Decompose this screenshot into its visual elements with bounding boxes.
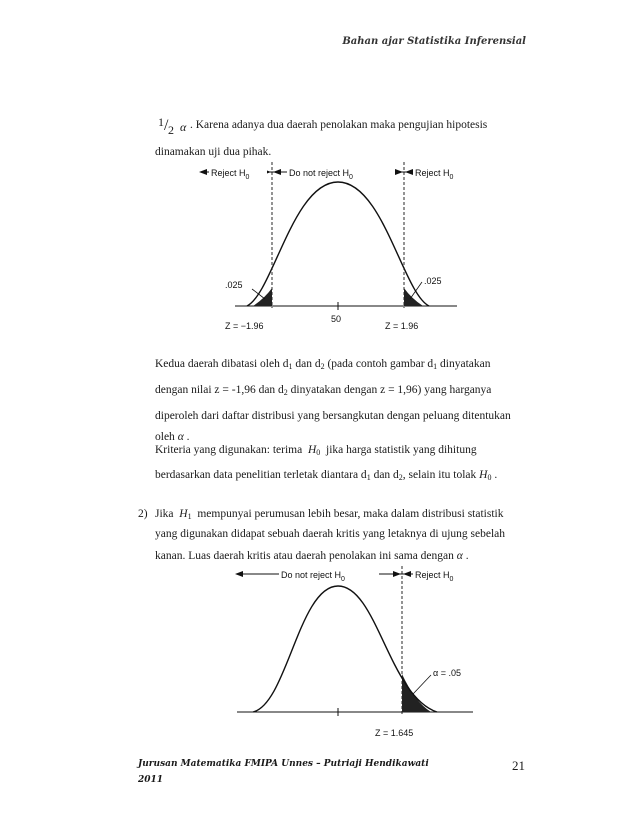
do-not-reject-label: Do not reject $H_0$ [289,168,353,181]
fraction-slash: / [164,117,169,134]
footer [138,756,429,788]
reject-left-label: Reject $H_0$ [211,168,250,181]
reject-label-2: Reject $H_0$ [415,570,454,583]
criteria-line-1: Kriteria yang digunakan: terima $H_0$ jika harga statistik yang dihitung [155,444,477,457]
footer-line-1: Jurusan Matematika FMIPA Unnes – Putriaji Hendikawati [138,759,429,769]
fraction-numerator: 1 [158,115,164,129]
intro-line-1: . Karena adanya dua daerah penolakan maka pengujian hipotesis [190,119,488,131]
z-critical-label: Z = 1.645 [375,728,414,738]
para2-line-2: dengan nilai z = -1,96 dan $d_2$ dinyatakan dengan z = 1,96) yang harganya [155,384,492,397]
intro-line-2: dinamakan uji dua pihak. [155,146,272,158]
z-right-label: Z = 1.96 [385,321,419,331]
para2-line-1: Kedua daerah dibatasi oleh $d_1$ dan $d_2$ (pada contoh gambar $d_1$ dinyatakan [155,358,491,371]
item2-line-1: Jika $H_1$ mempunyai perumusan lebih besar, maka dalam distribusi statistik [155,508,504,521]
item2-line-2: yang digunakan didapat sebuah daerah kritis yang letaknya di ujung sebelah [155,528,506,540]
running-header: Bahan ajar Statistika Inferensial [342,36,526,47]
fraction-denominator: 2 [168,123,174,137]
item2-line-3: kanan. Luas daerah kritis atau daerah penolakan ini sama dengan α . [155,550,469,562]
right-tailed-figure [225,564,485,744]
para2-line-3: diperoleh dari daftar distribusi yang bersangkutan dengan peluang ditentukan [155,410,511,422]
normal-curve [247,182,429,306]
reject-right-label: Reject $H_0$ [415,168,454,181]
criteria-line-2: berdasarkan data penelitian terletak diantara $d_1$ dan $d_2$, selain itu tolak $H_0$ . [155,469,498,482]
two-tailed-figure [195,158,475,334]
center-value-label: 50 [331,314,342,324]
page-number: 21 [512,758,525,773]
right-area-label: .025 [424,276,442,286]
para2-line-4: oleh α . [155,431,190,443]
alpha-symbol: α [180,120,187,134]
left-area-label: .025 [225,280,243,290]
do-not-reject-label-2: Do not reject $H_0$ [281,570,345,583]
z-left-label: Z = −1.96 [225,321,264,331]
item-2-number: 2) [138,508,148,520]
alpha-label: α = .05 [433,668,461,678]
footer-line-2: 2011 [138,775,164,785]
